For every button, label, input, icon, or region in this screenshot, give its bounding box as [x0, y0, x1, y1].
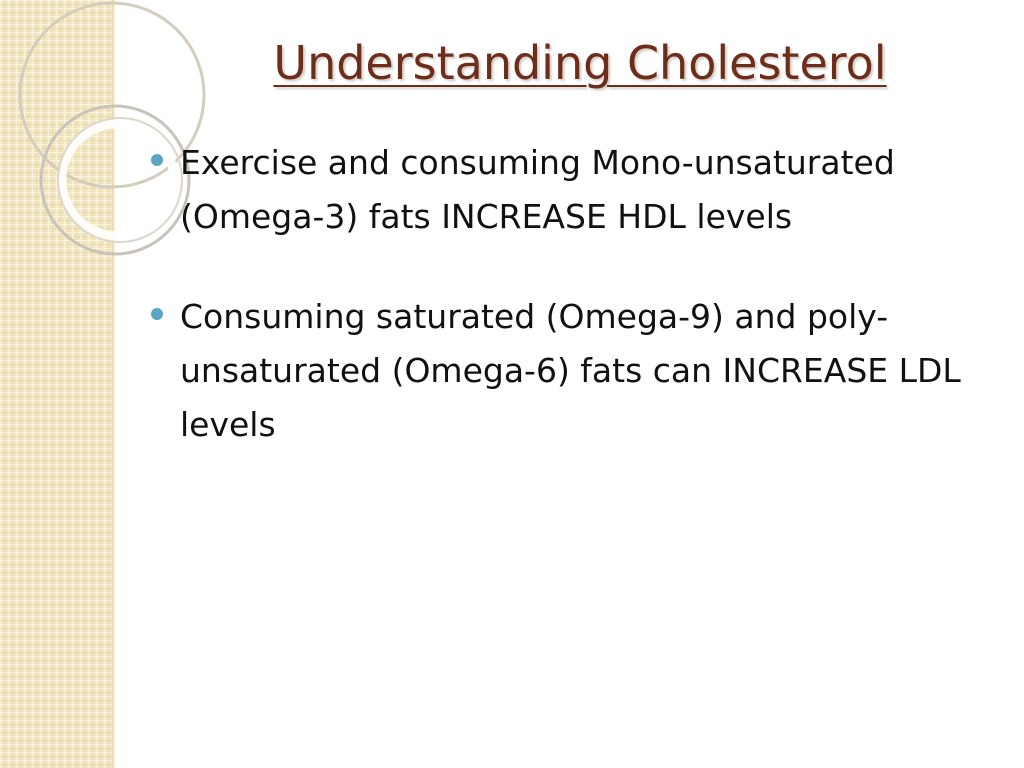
decorative-circles	[0, 0, 150, 260]
bullet-list	[150, 136, 1000, 498]
bullet-item	[150, 136, 1000, 244]
bullet-item	[150, 290, 1000, 452]
bullet-dot-icon	[151, 154, 163, 166]
slide-title: Understanding Cholesterol	[273, 36, 887, 90]
bullet-text: Exercise and consuming Mono-unsaturated (Omega-3) fats INCREASE HDL levels	[180, 143, 895, 236]
bullet-text: Consuming saturated (Omega-9) and poly-unsaturated (Omega-6) fats can INCREASE LDL levels	[180, 297, 961, 444]
bullet-dot-icon	[151, 308, 163, 320]
